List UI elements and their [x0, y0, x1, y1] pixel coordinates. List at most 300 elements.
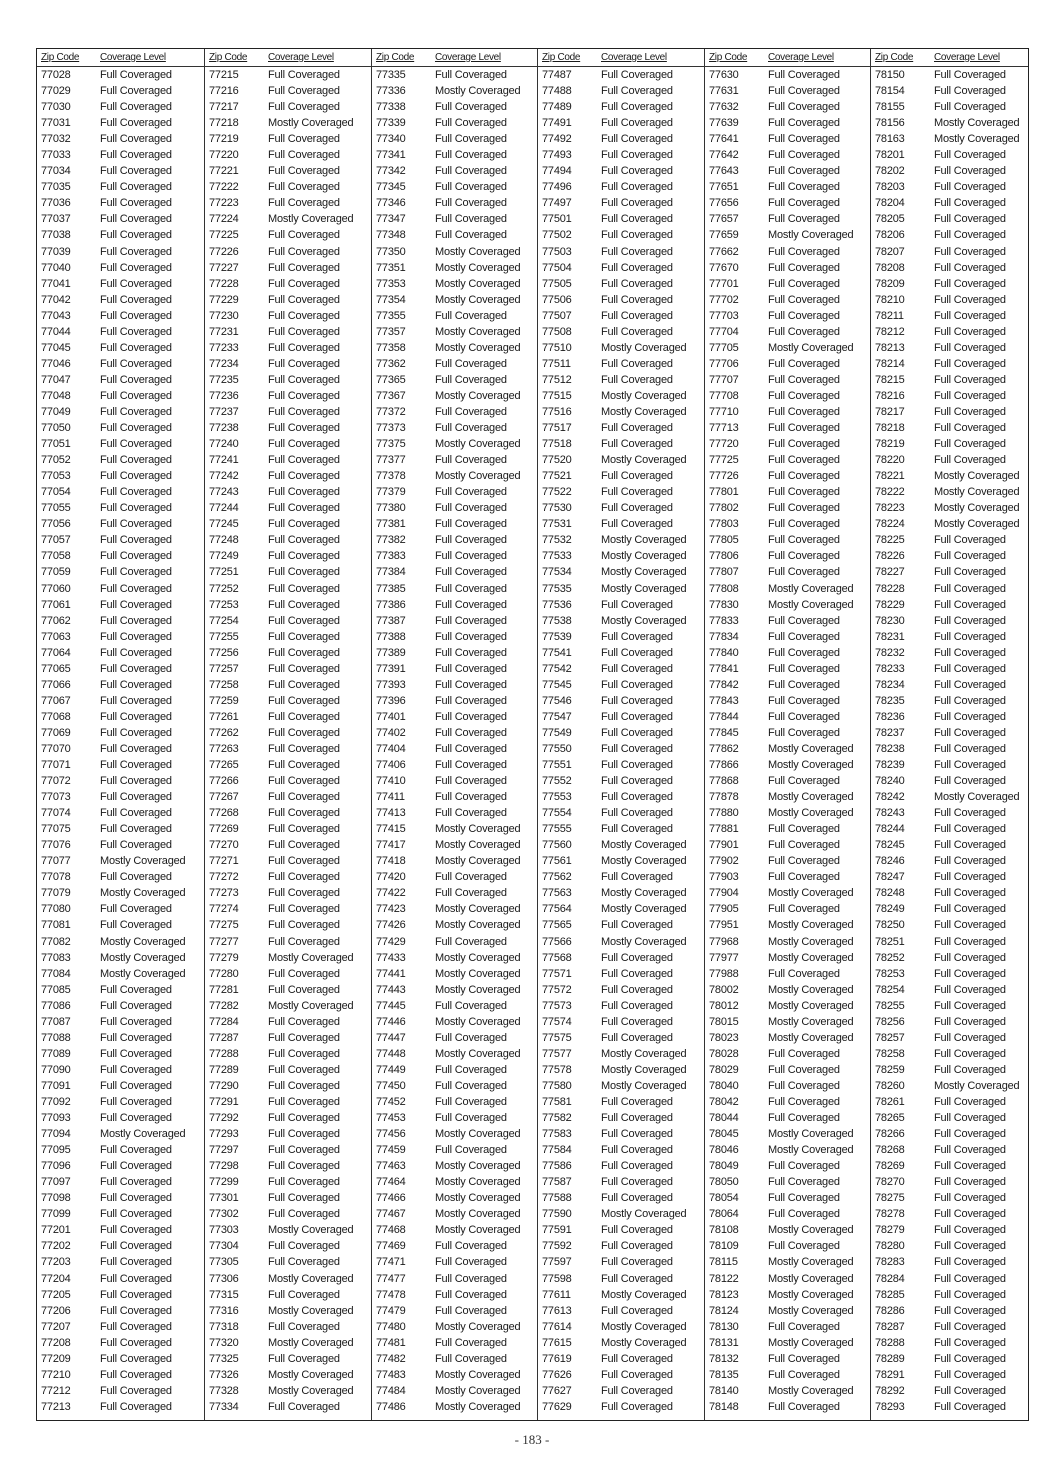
coverage-level-cell: Full Coveraged	[934, 1144, 1006, 1157]
coverage-level-cell: Mostly Coveraged	[768, 742, 854, 755]
zip-code-cell: 77566	[542, 935, 572, 948]
coverage-level-cell: Full Coveraged	[268, 357, 340, 370]
table-row	[705, 244, 870, 260]
coverage-level-cell: Full Coveraged	[934, 1096, 1006, 1108]
zip-code-cell: 77293	[209, 1128, 239, 1141]
zip-code-cell: 77326	[209, 1368, 239, 1381]
table-row	[538, 869, 704, 885]
table-row	[37, 709, 204, 725]
coverage-level-cell: Full Coveraged	[100, 149, 172, 162]
table-row	[538, 131, 704, 147]
coverage-level-cell: Full Coveraged	[934, 1031, 1006, 1044]
coverage-level-cell: Full Coveraged	[268, 1144, 340, 1157]
coverage-level-cell: Full Coveraged	[268, 646, 340, 659]
table-row	[205, 613, 371, 629]
zip-code-cell: 78211	[875, 309, 904, 322]
coverage-level-cell: Full Coveraged	[435, 759, 507, 772]
table-row	[871, 420, 1028, 436]
table-row	[205, 340, 371, 356]
table-row	[705, 99, 870, 115]
table-row	[705, 917, 870, 933]
table-row	[538, 1046, 704, 1062]
zip-code-cell: 78204	[875, 197, 905, 210]
table-row	[372, 1158, 537, 1174]
zip-code-cell: 77336	[376, 85, 406, 98]
coverage-level-cell: Full Coveraged	[934, 341, 1006, 354]
zip-code-cell: 77615	[542, 1336, 572, 1349]
coverage-level-cell: Full Coveraged	[601, 646, 673, 659]
table-row	[871, 484, 1028, 500]
zip-code-cell: 77338	[376, 101, 406, 114]
coverage-level-cell: Full Coveraged	[268, 678, 340, 691]
table-row	[205, 709, 371, 725]
zip-code-cell: 77213	[41, 1400, 71, 1413]
coverage-level-cell: Full Coveraged	[934, 213, 1006, 226]
zip-code-cell: 77074	[41, 807, 71, 820]
table-row	[372, 1287, 537, 1303]
table-row	[372, 677, 537, 693]
table-row	[372, 693, 537, 709]
coverage-level-cell: Full Coveraged	[100, 422, 172, 435]
coverage-level-cell: Full Coveraged	[100, 117, 172, 130]
zip-code-cell: 77469	[376, 1240, 406, 1253]
coverage-level-cell: Mostly Coveraged	[934, 1079, 1020, 1092]
table-row	[205, 1222, 371, 1238]
header-zip-code: Zip Code	[41, 52, 80, 63]
coverage-level-cell: Full Coveraged	[768, 967, 840, 980]
table-row	[37, 613, 204, 629]
table-row	[205, 917, 371, 933]
coverage-level-cell: Full Coveraged	[601, 967, 673, 980]
coverage-level-cell: Mostly Coveraged	[768, 598, 854, 611]
coverage-level-cell: Full Coveraged	[601, 438, 673, 451]
zip-code-cell: 77284	[209, 1015, 239, 1028]
zip-code-cell: 77071	[41, 759, 71, 772]
table-column-group	[371, 49, 537, 1420]
coverage-level-cell: Full Coveraged	[100, 1192, 172, 1205]
coverage-level-cell: Full Coveraged	[268, 229, 340, 242]
table-row	[538, 901, 704, 917]
zip-code-cell: 77463	[376, 1160, 406, 1173]
zip-code-cell: 77212	[41, 1384, 71, 1397]
zip-code-cell: 77218	[209, 117, 239, 130]
zip-code-cell: 77456	[376, 1128, 406, 1141]
zip-code-cell: 77357	[376, 325, 406, 338]
zip-code-cell: 77084	[41, 967, 71, 980]
coverage-level-cell: Full Coveraged	[100, 85, 172, 98]
zip-code-cell: 78132	[709, 1352, 739, 1365]
coverage-level-cell: Full Coveraged	[435, 1112, 507, 1125]
zip-code-cell: 77065	[41, 662, 71, 675]
zip-code-cell: 78002	[709, 983, 739, 996]
zip-code-cell: 77085	[41, 983, 71, 996]
coverage-level-cell: Full Coveraged	[100, 181, 172, 194]
coverage-level-cell: Full Coveraged	[768, 694, 840, 707]
coverage-table	[36, 48, 1029, 1421]
zip-code-cell: 77270	[209, 839, 239, 852]
table-row	[372, 869, 537, 885]
zip-code-cell: 77478	[376, 1288, 406, 1301]
table-row	[205, 1399, 371, 1415]
coverage-level-cell: Mostly Coveraged	[268, 117, 354, 130]
table-row	[372, 950, 537, 966]
table-row	[372, 1367, 537, 1383]
coverage-level-cell: Full Coveraged	[768, 1112, 840, 1125]
coverage-level-cell: Full Coveraged	[934, 101, 1006, 114]
table-row	[372, 773, 537, 789]
zip-code-cell: 78251	[875, 935, 905, 948]
table-row	[205, 1238, 371, 1254]
zip-code-cell: 77862	[709, 742, 739, 755]
table-row	[205, 821, 371, 837]
zip-code-cell: 78040	[709, 1079, 739, 1092]
table-row	[372, 404, 537, 420]
zip-code-cell: 77031	[41, 117, 71, 130]
table-row	[705, 1271, 870, 1287]
zip-code-cell: 77385	[376, 582, 406, 595]
table-row	[705, 227, 870, 243]
coverage-level-cell: Full Coveraged	[934, 438, 1006, 451]
coverage-level-cell: Full Coveraged	[435, 1240, 507, 1253]
zip-code-cell: 77216	[209, 85, 239, 98]
coverage-level-cell: Full Coveraged	[100, 1400, 172, 1413]
zip-code-cell: 77202	[41, 1240, 71, 1253]
table-row	[538, 1094, 704, 1110]
table-column-group	[537, 49, 704, 1420]
table-row	[205, 773, 371, 789]
coverage-level-cell: Full Coveraged	[768, 903, 840, 916]
table-row	[705, 516, 870, 532]
zip-code-cell: 77041	[41, 277, 71, 290]
table-row	[538, 372, 704, 388]
zip-code-cell: 77346	[376, 197, 406, 210]
zip-code-cell: 77304	[209, 1240, 239, 1253]
table-row	[372, 83, 537, 99]
coverage-level-cell: Full Coveraged	[268, 502, 340, 515]
zip-code-cell: 77266	[209, 775, 239, 788]
table-row	[705, 950, 870, 966]
table-row	[871, 821, 1028, 837]
table-row	[372, 1206, 537, 1222]
coverage-level-cell: Mostly Coveraged	[601, 935, 687, 948]
coverage-level-cell: Full Coveraged	[934, 646, 1006, 659]
coverage-level-cell: Full Coveraged	[435, 742, 507, 755]
table-row	[538, 1399, 704, 1415]
zip-code-cell: 77204	[41, 1272, 71, 1285]
table-row	[538, 340, 704, 356]
zip-code-cell: 77325	[209, 1352, 239, 1365]
zip-code-cell: 77209	[41, 1352, 71, 1365]
coverage-level-cell: Full Coveraged	[934, 1015, 1006, 1028]
coverage-level-cell: Mostly Coveraged	[934, 502, 1020, 515]
table-row	[538, 500, 704, 516]
coverage-level-cell: Full Coveraged	[934, 1352, 1006, 1365]
table-row	[871, 404, 1028, 420]
coverage-level-cell: Full Coveraged	[934, 694, 1006, 707]
zip-code-cell: 77067	[41, 694, 71, 707]
table-row	[372, 757, 537, 773]
header-zip-code: Zip Code	[875, 52, 914, 63]
zip-code-cell: 77253	[209, 598, 239, 611]
zip-code-cell: 78266	[875, 1128, 905, 1141]
coverage-level-cell: Full Coveraged	[268, 823, 340, 836]
zip-code-cell: 77805	[709, 534, 739, 547]
zip-code-cell: 78130	[709, 1320, 739, 1333]
table-row	[871, 308, 1028, 324]
zip-code-cell: 77075	[41, 823, 71, 836]
table-row	[372, 452, 537, 468]
coverage-level-cell: Full Coveraged	[934, 1112, 1006, 1125]
zip-code-cell: 77299	[209, 1176, 239, 1189]
table-row	[372, 147, 537, 163]
zip-code-cell: 77350	[376, 245, 406, 258]
table-row	[372, 131, 537, 147]
zip-code-cell: 78285	[875, 1288, 905, 1301]
coverage-level-cell: Mostly Coveraged	[435, 1208, 521, 1221]
coverage-level-cell: Mostly Coveraged	[601, 534, 687, 547]
table-row	[705, 1319, 870, 1335]
coverage-level-cell: Full Coveraged	[268, 245, 340, 258]
table-row	[372, 1271, 537, 1287]
zip-code-cell: 78261	[875, 1096, 905, 1108]
coverage-level-cell: Mostly Coveraged	[435, 1160, 521, 1173]
table-row	[372, 99, 537, 115]
table-row	[205, 1174, 371, 1190]
coverage-level-cell: Full Coveraged	[934, 422, 1006, 435]
coverage-level-cell: Full Coveraged	[100, 1256, 172, 1269]
coverage-level-cell: Full Coveraged	[435, 630, 507, 643]
table-row	[205, 532, 371, 548]
zip-code-cell: 78275	[875, 1192, 905, 1205]
coverage-level-cell: Mostly Coveraged	[435, 389, 521, 402]
zip-code-cell: 77258	[209, 678, 239, 691]
column-header	[538, 49, 704, 67]
zip-code-cell: 77226	[209, 245, 239, 258]
table-row	[705, 1287, 870, 1303]
coverage-level-cell: Full Coveraged	[268, 325, 340, 338]
zip-code-cell: 77087	[41, 1015, 71, 1028]
table-row	[871, 966, 1028, 982]
zip-code-cell: 77272	[209, 871, 239, 884]
zip-code-cell: 78217	[875, 405, 905, 418]
zip-code-cell: 77493	[542, 149, 572, 162]
coverage-level-cell: Mostly Coveraged	[435, 438, 521, 451]
coverage-level-cell: Full Coveraged	[934, 373, 1006, 386]
table-row	[372, 356, 537, 372]
zip-code-cell: 77097	[41, 1176, 71, 1189]
table-row	[372, 1142, 537, 1158]
zip-code-cell: 78064	[709, 1208, 739, 1221]
table-row	[372, 821, 537, 837]
table-row	[205, 1046, 371, 1062]
table-row	[538, 452, 704, 468]
zip-code-cell: 77387	[376, 614, 406, 627]
zip-code-cell: 77316	[209, 1304, 239, 1317]
coverage-level-cell: Full Coveraged	[435, 518, 507, 531]
zip-code-cell: 77551	[542, 759, 572, 772]
table-row	[705, 1046, 870, 1062]
table-row	[705, 597, 870, 613]
table-row	[705, 1158, 870, 1174]
zip-code-cell: 77072	[41, 775, 71, 788]
zip-code-cell: 78288	[875, 1336, 905, 1349]
table-row	[205, 1287, 371, 1303]
zip-code-cell: 78284	[875, 1272, 905, 1285]
zip-code-cell: 77391	[376, 662, 406, 675]
coverage-level-cell: Full Coveraged	[601, 309, 673, 322]
zip-code-cell: 77063	[41, 630, 71, 643]
coverage-level-cell: Full Coveraged	[100, 742, 172, 755]
table-row	[871, 934, 1028, 950]
zip-code-cell: 77511	[542, 357, 571, 370]
table-row	[372, 1062, 537, 1078]
coverage-level-cell: Mostly Coveraged	[435, 823, 521, 836]
zip-code-cell: 78150	[875, 69, 905, 81]
coverage-level-cell: Full Coveraged	[268, 197, 340, 210]
coverage-level-cell: Full Coveraged	[768, 486, 840, 499]
table-row	[705, 821, 870, 837]
coverage-level-cell: Full Coveraged	[268, 422, 340, 435]
table-row	[37, 966, 204, 982]
zip-code-cell: 77627	[542, 1384, 572, 1397]
coverage-level-cell: Mostly Coveraged	[601, 582, 687, 595]
table-row	[37, 163, 204, 179]
table-row	[37, 597, 204, 613]
coverage-level-cell: Mostly Coveraged	[601, 1288, 687, 1301]
coverage-level-cell: Full Coveraged	[435, 197, 507, 210]
zip-code-cell: 77384	[376, 566, 406, 579]
coverage-level-cell: Full Coveraged	[100, 662, 172, 675]
table-column-group	[870, 49, 1028, 1420]
coverage-level-cell: Full Coveraged	[601, 1128, 673, 1141]
table-row	[205, 853, 371, 869]
table-row	[871, 805, 1028, 821]
zip-code-cell: 77539	[542, 630, 572, 643]
zip-code-cell: 78268	[875, 1144, 905, 1157]
coverage-level-cell: Full Coveraged	[934, 662, 1006, 675]
coverage-level-cell: Full Coveraged	[768, 422, 840, 435]
table-row	[871, 725, 1028, 741]
coverage-level-cell: Full Coveraged	[601, 1176, 673, 1189]
coverage-level-cell: Mostly Coveraged	[768, 341, 854, 354]
coverage-level-cell: Full Coveraged	[934, 999, 1006, 1012]
coverage-level-cell: Full Coveraged	[435, 422, 507, 435]
zip-code-cell: 77459	[376, 1144, 406, 1157]
table-row	[37, 99, 204, 115]
table-row	[705, 709, 870, 725]
coverage-level-cell: Full Coveraged	[435, 1031, 507, 1044]
table-row	[205, 436, 371, 452]
coverage-level-cell: Full Coveraged	[100, 1112, 172, 1125]
coverage-level-cell: Full Coveraged	[435, 566, 507, 579]
coverage-level-cell: Full Coveraged	[435, 357, 507, 370]
coverage-level-cell: Mostly Coveraged	[435, 1320, 521, 1333]
coverage-level-cell: Mostly Coveraged	[435, 1176, 521, 1189]
coverage-level-cell: Full Coveraged	[100, 133, 172, 146]
zip-code-cell: 77035	[41, 181, 71, 194]
zip-code-cell: 77386	[376, 598, 406, 611]
table-row	[538, 356, 704, 372]
zip-code-cell: 77574	[542, 1015, 572, 1028]
table-row	[205, 1014, 371, 1030]
zip-code-cell: 77515	[542, 389, 572, 402]
table-row	[37, 260, 204, 276]
zip-code-cell: 77046	[41, 357, 71, 370]
zip-code-cell: 77575	[542, 1031, 572, 1044]
table-row	[372, 516, 537, 532]
coverage-level-cell: Full Coveraged	[268, 1352, 340, 1365]
zip-code-cell: 77289	[209, 1063, 239, 1076]
table-row	[705, 67, 870, 83]
table-row	[372, 436, 537, 452]
zip-code-cell: 77639	[709, 117, 739, 130]
zip-code-cell: 77291	[209, 1096, 239, 1108]
zip-code-cell: 77466	[376, 1192, 406, 1205]
table-row	[372, 468, 537, 484]
zip-code-cell: 78115	[709, 1256, 738, 1269]
coverage-level-cell: Full Coveraged	[100, 389, 172, 402]
coverage-level-cell: Full Coveraged	[268, 133, 340, 146]
zip-code-cell: 77055	[41, 502, 71, 515]
zip-code-cell: 77086	[41, 999, 71, 1012]
zip-code-cell: 78233	[875, 662, 905, 675]
coverage-level-cell: Full Coveraged	[268, 759, 340, 772]
zip-code-cell: 77396	[376, 694, 406, 707]
table-row	[372, 741, 537, 757]
coverage-level-cell: Full Coveraged	[100, 101, 172, 114]
zip-code-cell: 77249	[209, 550, 239, 563]
coverage-level-cell: Full Coveraged	[934, 678, 1006, 691]
zip-code-cell: 78280	[875, 1240, 905, 1253]
coverage-level-cell: Full Coveraged	[934, 855, 1006, 868]
zip-code-cell: 78050	[709, 1176, 739, 1189]
coverage-level-cell: Full Coveraged	[768, 69, 840, 81]
coverage-level-cell: Full Coveraged	[268, 405, 340, 418]
coverage-level-cell: Mostly Coveraged	[435, 1384, 521, 1397]
coverage-level-cell: Full Coveraged	[100, 1304, 172, 1317]
coverage-level-cell: Full Coveraged	[100, 1288, 172, 1301]
coverage-level-cell: Mostly Coveraged	[601, 405, 687, 418]
zip-code-cell: 78108	[709, 1224, 739, 1237]
coverage-level-cell: Full Coveraged	[934, 1336, 1006, 1349]
table-row	[871, 901, 1028, 917]
coverage-level-cell: Full Coveraged	[601, 807, 673, 820]
table-row	[705, 404, 870, 420]
zip-code-cell: 77866	[709, 759, 739, 772]
zip-code-cell: 78216	[875, 389, 905, 402]
zip-code-cell: 77415	[376, 823, 406, 836]
table-row	[705, 131, 870, 147]
zip-code-cell: 77070	[41, 742, 71, 755]
zip-code-cell: 77806	[709, 550, 739, 563]
coverage-level-cell: Full Coveraged	[934, 1304, 1006, 1317]
table-row	[538, 709, 704, 725]
zip-code-cell: 77830	[709, 598, 739, 611]
table-row	[372, 1190, 537, 1206]
zip-code-cell: 77878	[709, 791, 739, 804]
zip-code-cell: 77492	[542, 133, 572, 146]
zip-code-cell: 77491	[542, 117, 572, 130]
zip-code-cell: 77520	[542, 454, 572, 467]
coverage-level-cell: Full Coveraged	[268, 69, 340, 81]
zip-code-cell: 77388	[376, 630, 406, 643]
table-row	[705, 1110, 870, 1126]
coverage-level-cell: Mostly Coveraged	[768, 951, 854, 964]
coverage-level-cell: Full Coveraged	[268, 903, 340, 916]
table-row	[538, 1335, 704, 1351]
table-row	[871, 885, 1028, 901]
table-row	[372, 998, 537, 1014]
